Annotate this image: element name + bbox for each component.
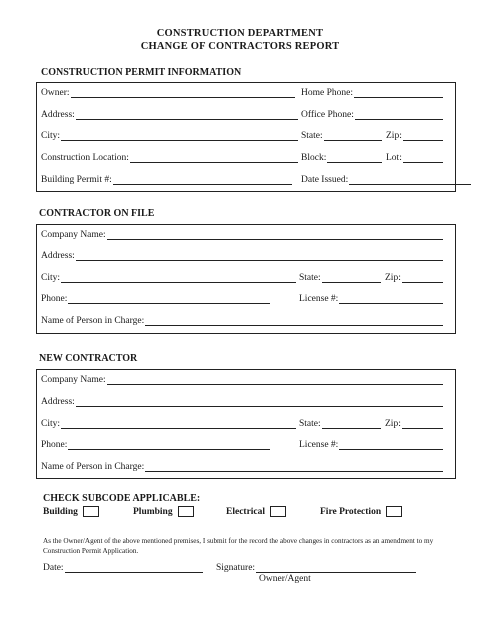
cof-address-label: Address: xyxy=(41,251,75,261)
new-contractor-heading: NEW CONTRACTOR xyxy=(39,353,138,364)
permit-address-label: Address: xyxy=(41,110,75,120)
permit-section-heading: CONSTRUCTION PERMIT INFORMATION xyxy=(41,67,242,78)
permit-zip-label: Zip: xyxy=(386,131,402,141)
date-issued-label: Date Issued: xyxy=(301,175,349,185)
cof-state-field[interactable] xyxy=(299,271,381,283)
form-title-department: CONSTRUCTION DEPARTMENT xyxy=(156,28,324,39)
building-permit-field[interactable] xyxy=(41,173,292,185)
owner-label: Owner: xyxy=(41,88,70,98)
electrical-label: Electrical xyxy=(226,506,266,517)
permit-state-label: State: xyxy=(301,131,323,141)
lot-field[interactable] xyxy=(386,151,443,163)
subcode-heading: CHECK SUBCODE APPLICABLE: xyxy=(43,493,201,504)
nc-address-field[interactable] xyxy=(41,395,443,407)
fire-protection-label: Fire Protection xyxy=(320,506,382,517)
cof-city-label: City: xyxy=(41,273,61,283)
fire-protection-checkbox[interactable] xyxy=(320,506,402,517)
cof-person-in-charge-label: Name of Person in Charge: xyxy=(41,316,145,326)
nc-city-field[interactable] xyxy=(41,417,296,429)
nc-person-in-charge-field[interactable] xyxy=(41,460,443,472)
nc-city-label: City: xyxy=(41,419,61,429)
nc-state-label: State: xyxy=(299,419,321,429)
permit-state-field[interactable] xyxy=(301,129,382,141)
nc-phone-label: Phone: xyxy=(41,440,68,450)
construction-location-field[interactable] xyxy=(41,151,298,163)
home-phone-label: Home Phone: xyxy=(301,88,353,98)
permit-zip-field[interactable] xyxy=(386,129,443,141)
cof-license-field[interactable] xyxy=(299,292,443,304)
fire-protection-checkbox-square[interactable] xyxy=(386,506,402,517)
lot-label: Lot: xyxy=(386,153,402,163)
date-label: Date: xyxy=(43,563,64,573)
home-phone-field[interactable] xyxy=(301,86,443,98)
building-label: Building xyxy=(43,506,78,517)
nc-zip-field[interactable] xyxy=(385,417,443,429)
plumbing-checkbox-square[interactable] xyxy=(178,506,194,517)
permit-address-field[interactable] xyxy=(41,108,298,120)
electrical-checkbox-square[interactable] xyxy=(270,506,286,517)
cof-zip-field[interactable] xyxy=(385,271,443,283)
cof-address-field[interactable] xyxy=(41,249,443,261)
electrical-checkbox[interactable] xyxy=(226,506,286,517)
permit-city-field[interactable] xyxy=(41,129,298,141)
nc-person-in-charge-label: Name of Person in Charge: xyxy=(41,462,145,472)
owner-agent-statement: As the Owner/Agent of the above mentioned premises, I submit for the record the above changes in contractors as an amendment to my Construction Permit Application. xyxy=(43,537,434,555)
building-permit-label: Building Permit #: xyxy=(41,175,112,185)
signature-field[interactable] xyxy=(216,561,416,573)
signature-label: Signature: xyxy=(216,563,256,573)
building-checkbox[interactable] xyxy=(43,506,99,517)
cof-company-name-label: Company Name: xyxy=(41,230,106,240)
office-phone-label: Office Phone: xyxy=(301,110,354,120)
office-phone-field[interactable] xyxy=(301,108,443,120)
cof-person-in-charge-field[interactable] xyxy=(41,314,443,326)
nc-license-label: License #: xyxy=(299,440,339,450)
nc-state-field[interactable] xyxy=(299,417,381,429)
plumbing-label: Plumbing xyxy=(133,506,173,517)
cof-phone-field[interactable] xyxy=(41,292,270,304)
cof-license-label: License #: xyxy=(299,294,339,304)
cof-state-label: State: xyxy=(299,273,321,283)
nc-address-label: Address: xyxy=(41,397,75,407)
owner-agent-caption: Owner/Agent xyxy=(259,574,311,584)
cof-company-name-field[interactable] xyxy=(41,228,443,240)
plumbing-checkbox[interactable] xyxy=(133,506,194,517)
block-label: Block: xyxy=(301,153,327,163)
nc-company-name-field[interactable] xyxy=(41,373,443,385)
construction-location-label: Construction Location: xyxy=(41,153,129,163)
nc-license-field[interactable] xyxy=(299,438,443,450)
nc-phone-field[interactable] xyxy=(41,438,270,450)
permit-city-label: City: xyxy=(41,131,61,141)
block-field[interactable] xyxy=(301,151,382,163)
cof-zip-label: Zip: xyxy=(385,273,401,283)
cof-city-field[interactable] xyxy=(41,271,296,283)
nc-zip-label: Zip: xyxy=(385,419,401,429)
building-checkbox-square[interactable] xyxy=(83,506,99,517)
contractor-on-file-heading: CONTRACTOR ON FILE xyxy=(39,208,155,219)
cof-phone-label: Phone: xyxy=(41,294,68,304)
owner-field[interactable] xyxy=(41,86,295,98)
date-field[interactable] xyxy=(43,561,203,573)
form-title-report: CHANGE OF CONTRACTORS REPORT xyxy=(140,41,340,52)
date-issued-field[interactable] xyxy=(301,173,471,185)
nc-company-name-label: Company Name: xyxy=(41,375,106,385)
